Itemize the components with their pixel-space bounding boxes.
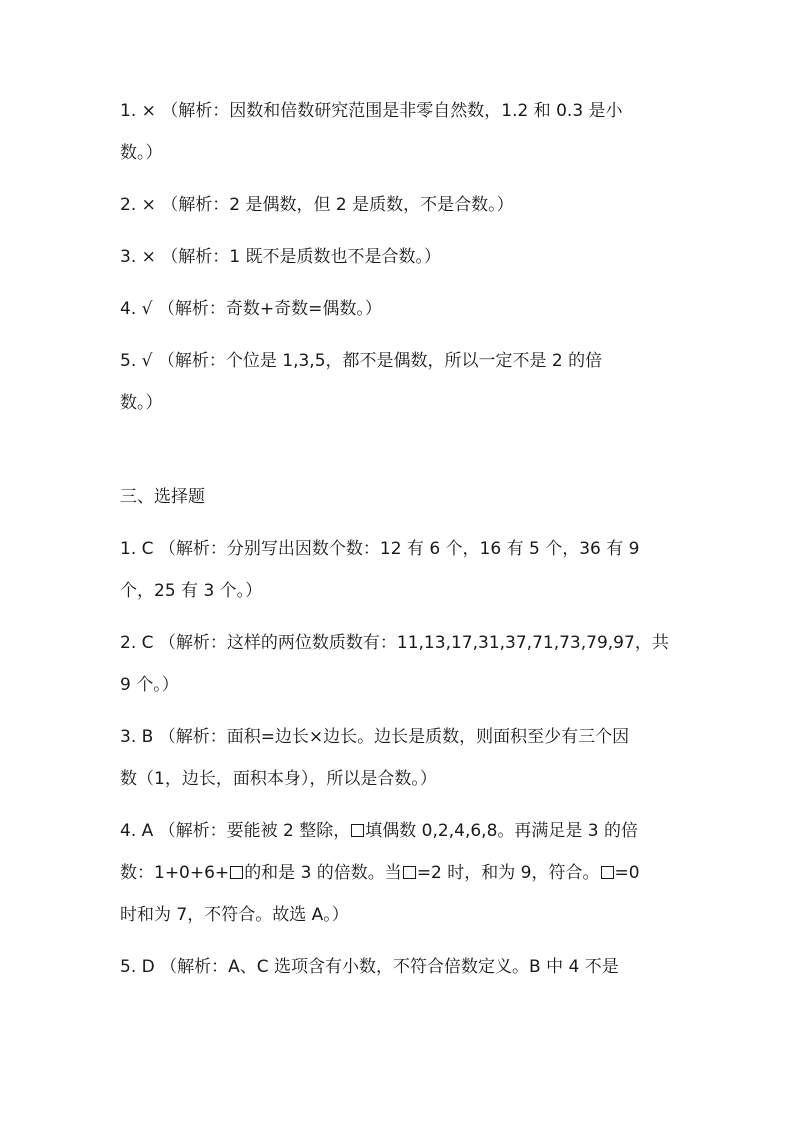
choice-item-4-text-f: =0 <box>614 863 640 883</box>
judgment-item-3-line-1: 3. × （解析：1 既不是质数也不是合数。） <box>120 247 441 267</box>
judgment-item-4-line-1: 4. √ （解析：奇数+奇数=偶数。） <box>120 299 382 319</box>
choice-item-2-line-1: 2. C （解析：这样的两位数质数有：11,13,17,31,37,71,73,79,97，共 <box>120 633 669 653</box>
choice-item-3-line-2: 数（1，边长，面积本身），所以是合数。） <box>120 769 437 789</box>
blank-square-icon <box>601 866 614 879</box>
choice-item-1-line-2: 个，25 有 3 个。） <box>120 581 263 601</box>
judgment-item-2-line-1: 2. × （解析：2 是偶数，但 2 是质数，不是合数。） <box>120 195 514 215</box>
judgment-item-5-line-2: 数。） <box>120 393 163 413</box>
choice-item-1-line-1: 1. C （解析：分别写出因数个数：12 有 6 个，16 有 5 个，36 有 9 <box>120 539 640 559</box>
blank-square-icon <box>351 824 364 837</box>
choice-item-4-text-b: 填偶数 0,2,4,6,8。再满足是 3 的倍 <box>365 821 639 841</box>
choice-item-4-line-2 <box>120 862 680 884</box>
judgment-item-1-line-2: 数。） <box>120 143 163 163</box>
choice-item-4-text-e: =2 时，和为 9，符合。 <box>416 863 600 883</box>
choice-item-4-text-c: 数：1+0+6+ <box>120 863 230 883</box>
choice-item-5-line-1: 5. D （解析：A、C 选项含有小数，不符合倍数定义。B 中 4 不是 <box>120 957 619 977</box>
blank-square-icon <box>403 866 416 879</box>
judgment-item-1-line-1: 1. × （解析：因数和倍数研究范围是非零自然数，1.2 和 0.3 是小 <box>120 101 623 121</box>
choice-item-2-line-2: 9 个。） <box>120 675 179 695</box>
choice-item-3-line-1: 3. B （解析：面积=边长×边长。边长是质数，则面积至少有三个因 <box>120 727 630 747</box>
blank-square-icon <box>230 866 243 879</box>
section-title: 三、选择题 <box>120 487 205 507</box>
choice-item-4-text-a: 4. A （解析：要能被 2 整除， <box>120 821 351 841</box>
judgment-item-5-line-1: 5. √ （解析：个位是 1,3,5，都不是偶数，所以一定不是 2 的倍 <box>120 351 603 371</box>
choice-item-4-line-3: 时和为 7，不符合。故选 A。） <box>120 905 349 925</box>
choice-item-4-line-1 <box>120 820 680 842</box>
choice-item-4-text-d: 的和是 3 的倍数。当 <box>244 863 402 883</box>
answer-content <box>120 100 680 978</box>
